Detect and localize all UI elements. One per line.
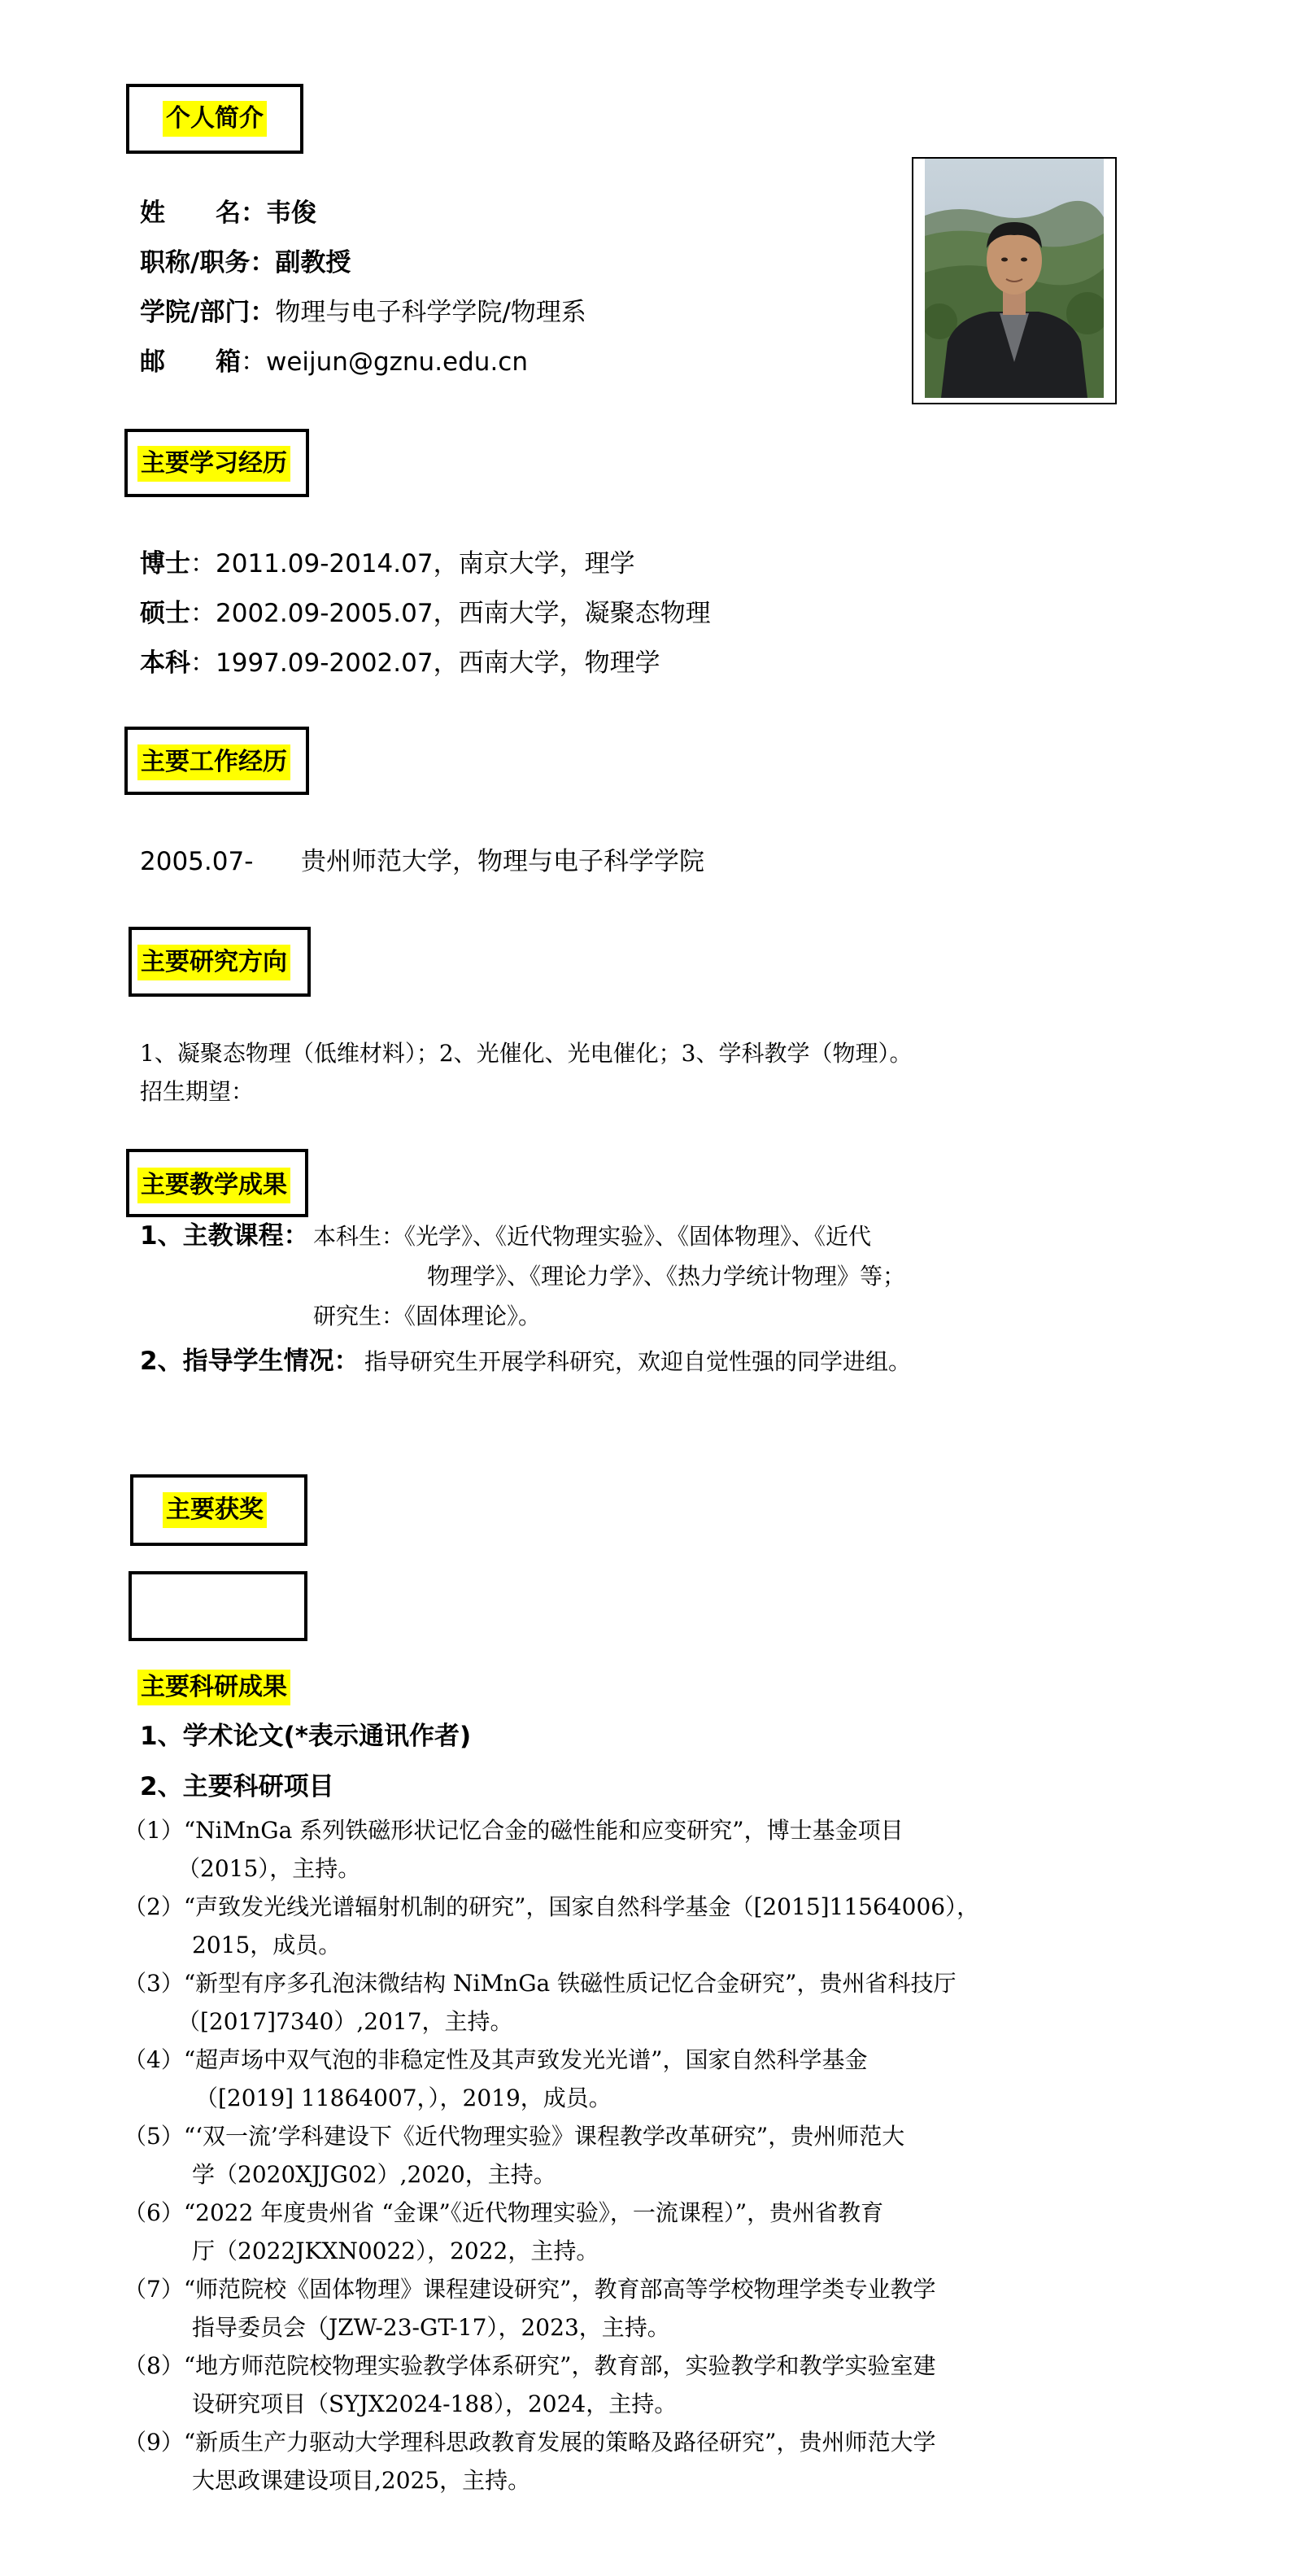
work-text: 贵州师范大学，物理与电子科学学院: [301, 847, 704, 876]
project-item-line-2: 厅（2022JKXN0022），2022，主持。: [192, 2238, 599, 2264]
profile-dept-row: [140, 296, 586, 329]
project-item-line-2: （[2019] 11864007，），2019，成员。: [195, 2085, 612, 2111]
project-item-line-1: （3）“新型有序多孔泡沫微结构 NiMnGa 铁磁性质记忆合金研究”，贵州省科技厅: [124, 1970, 957, 1997]
project-item-line-1: （2）“声致发光线光谱辐射机制的研究”，国家自然科学基金（[2015]11564006），: [124, 1893, 980, 1920]
project-item-line-2: 大思政课建设项目,2025，主持。: [192, 2467, 531, 2494]
teaching-course-line-3: 研究生：《固体理论》。: [313, 1303, 542, 1329]
profile-photo-frame: [912, 157, 1117, 404]
section-title-profile: 个人简介: [163, 101, 267, 137]
teaching-guide-label: 2、指导学生情况：: [140, 1347, 360, 1376]
education-label: 硕士: [140, 599, 190, 628]
research-line-1: 1、凝聚态物理（低维材料）；2、光催化、光电催化；3、学科教学（物理）。: [140, 1040, 913, 1067]
project-item-line-2: 指导委员会（JZW-23-GT-17），2023，主持。: [192, 2314, 670, 2341]
education-label: 博士: [140, 549, 190, 579]
project-item-line-2: 2015，成员。: [192, 1932, 342, 1958]
project-item-line-1: （9）“新质生产力驱动大学理科思政教育发展的策略及路径研究”，贵州师范大学: [124, 2429, 936, 2456]
results-projects-label: 2、主要科研项目: [140, 1772, 334, 1801]
project-item-line-1: （4）“超声场中双气泡的非稳定性及其声致发光光谱”，国家自然科学基金: [124, 2046, 868, 2073]
results-papers-label: 1、学术论文(*表示通讯作者): [140, 1722, 472, 1751]
project-item-line-2: 学（2020XJJG02）,2020，主持。: [192, 2161, 556, 2188]
profile-name: 韦俊: [266, 199, 316, 228]
teaching-course-line-2: 物理学》、《理论力学》、《热力学统计物理》等；: [427, 1263, 906, 1290]
awards-content-box: [129, 1571, 307, 1641]
profile-email[interactable]: ：weijun@gznu.edu.cn: [241, 347, 528, 377]
profile-dept: 物理与电子科学学院/物理系: [275, 298, 586, 327]
project-item-line-1: （5）“‘双一流’学科建设下《近代物理实验》课程教学改革研究”，贵州师范大: [124, 2123, 905, 2150]
project-item-line-1: （6）“2022 年度贵州省 “金课”《近代物理实验》，一流课程）”，贵州省教育: [124, 2199, 884, 2226]
teaching-course-line-1: 本科生：《光学》、《近代物理实验》、《固体物理》、《近代: [313, 1223, 872, 1250]
profile-dept-label: 学院/部门：: [140, 298, 276, 327]
teaching-course-label: 1、主教课程：: [140, 1221, 309, 1251]
section-title-results: 主要科研成果: [137, 1670, 290, 1705]
education-row: [140, 548, 635, 580]
education-row: [140, 647, 660, 679]
education-text: ：1997.09-2002.07，西南大学，物理学: [190, 648, 660, 678]
teaching-guide-text: 指导研究生开展学科研究，欢迎自觉性强的同学进组。: [364, 1348, 912, 1375]
education-label: 本科: [140, 648, 190, 678]
education-text: ：2011.09-2014.07，南京大学，理学: [190, 549, 635, 579]
project-item-line-1: （8）“地方师范院校物理实验教学体系研究”，教育部，实验教学和教学实验室建: [124, 2352, 936, 2379]
profile-email-label: 邮 箱: [140, 347, 241, 377]
project-item-line-1: （7）“师范院校《固体物理》课程建设研究”，教育部高等学校物理学类专业教学: [124, 2276, 936, 2303]
section-title-work: 主要工作经历: [137, 744, 290, 780]
profile-name-row: [140, 197, 316, 229]
profile-name-label: 姓 名：: [140, 199, 266, 228]
profile-title: 副教授: [275, 248, 351, 277]
education-row: [140, 597, 711, 630]
research-line-2: 招生期望：: [140, 1078, 255, 1105]
profile-email-row: [140, 346, 528, 378]
project-item-line-1: （1）“NiMnGa 系列铁磁形状记忆合金的磁性能和应变研究”，博士基金项目: [124, 1817, 904, 1844]
project-item-line-2: 设研究项目（SYJX2024-188），2024，主持。: [192, 2390, 678, 2417]
section-title-awards: 主要获奖: [163, 1492, 267, 1528]
section-title-research: 主要研究方向: [137, 945, 290, 980]
section-title-teaching: 主要教学成果: [137, 1168, 290, 1203]
profile-title-row: [140, 247, 351, 279]
project-item-line-2: （[2017]7340）,2017，主持。: [177, 2008, 513, 2035]
work-period: 2005.07-: [140, 847, 254, 876]
profile-title-label: 职称/职务：: [140, 248, 276, 277]
education-text: ：2002.09-2005.07，西南大学，凝聚态物理: [190, 599, 711, 628]
section-title-education: 主要学习经历: [137, 446, 290, 482]
project-item-line-2: （2015），主持。: [177, 1855, 361, 1882]
profile-photo: [925, 159, 1104, 398]
